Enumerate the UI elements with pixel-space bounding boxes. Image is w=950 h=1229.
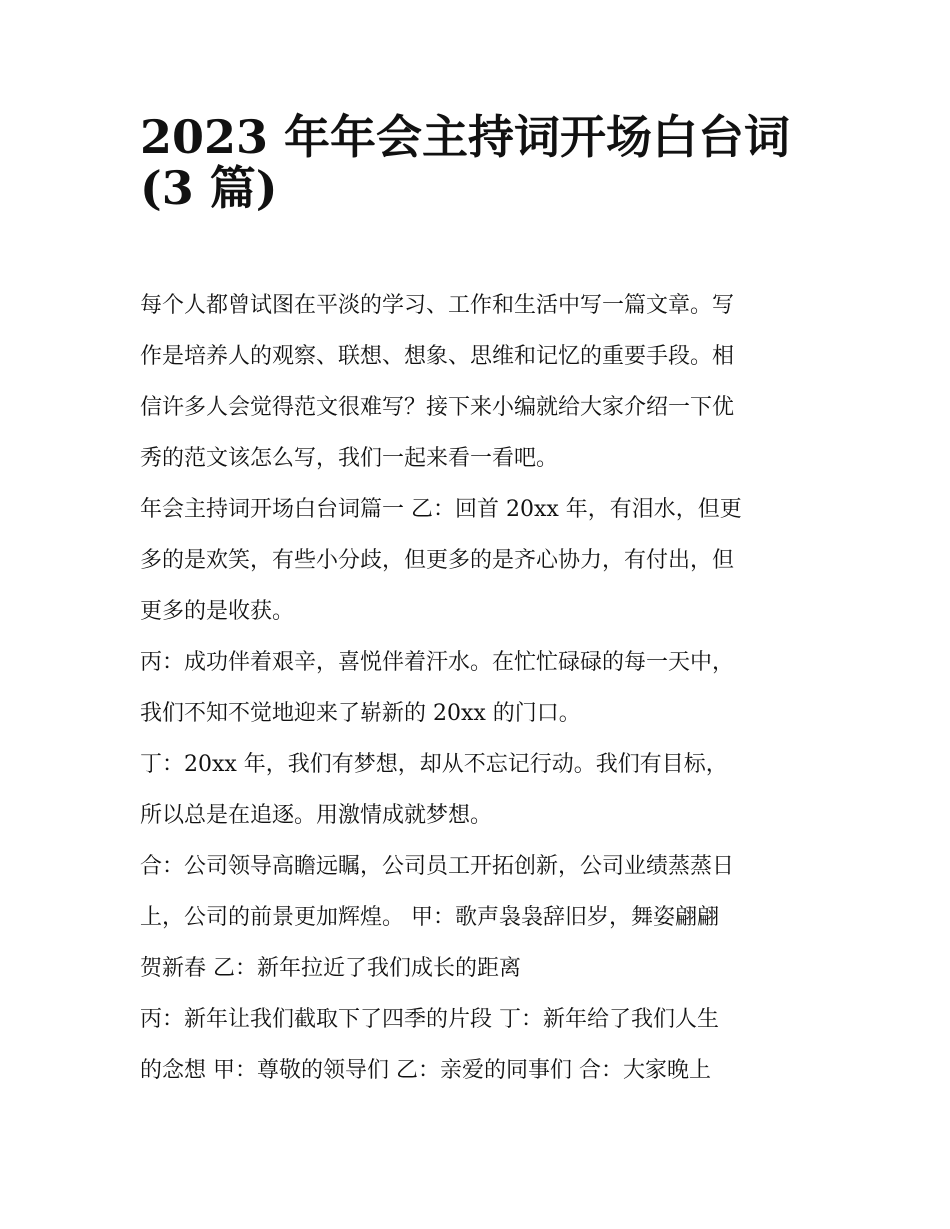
- body-line: 我们不知不觉地迎来了崭新的 20xx 的门口。: [140, 701, 581, 726]
- title-line: (3 篇): [140, 161, 278, 215]
- body-line: 秀的范文该怎么写，我们一起来看一看吧。: [140, 446, 559, 471]
- body-line: 信许多人会觉得范文很难写？接下来小编就给大家介绍一下优: [140, 395, 735, 420]
- body-line: 多的是欢笑，有些小分歧，但更多的是齐心协力，有付出，但: [140, 548, 735, 573]
- title-line: 2023 年年会主持词开场白台词: [140, 110, 791, 164]
- document-body: [140, 280, 820, 1096]
- body-line: 作是培养人的观察、联想、想象、思维和记忆的重要手段。相: [140, 344, 735, 369]
- body-line: 丙：新年让我们截取下了四季的片段 丁：新年给了我们人生: [140, 1007, 719, 1032]
- body-line: 丙：成功伴着艰辛，喜悦伴着汗水。在忙忙碌碌的每一天中，: [140, 650, 735, 675]
- body-line: 年会主持词开场白台词篇一 乙：回首 20xx 年，有泪水，但更: [140, 497, 742, 522]
- body-line: 的念想 甲：尊敬的领导们 乙：亲爱的同事们 合：大家晚上: [140, 1058, 711, 1083]
- body-line: 所以总是在追逐。用激情成就梦想。: [140, 803, 493, 828]
- document-title: [140, 112, 820, 214]
- body-line: 上，公司的前景更加辉煌。 甲：歌声袅袅辞旧岁，舞姿翩翩: [140, 905, 719, 930]
- body-line: 更多的是收获。: [140, 599, 295, 624]
- body-line: 丁：20xx 年，我们有梦想，却从不忘记行动。我们有目标，: [140, 752, 728, 777]
- body-line: 合：公司领导高瞻远瞩，公司员工开拓创新，公司业绩蒸蒸日: [140, 854, 735, 879]
- body-line: 贺新春 乙：新年拉近了我们成长的距离: [140, 956, 521, 981]
- body-line: 每个人都曾试图在平淡的学习、工作和生活中写一篇文章。写: [140, 293, 735, 318]
